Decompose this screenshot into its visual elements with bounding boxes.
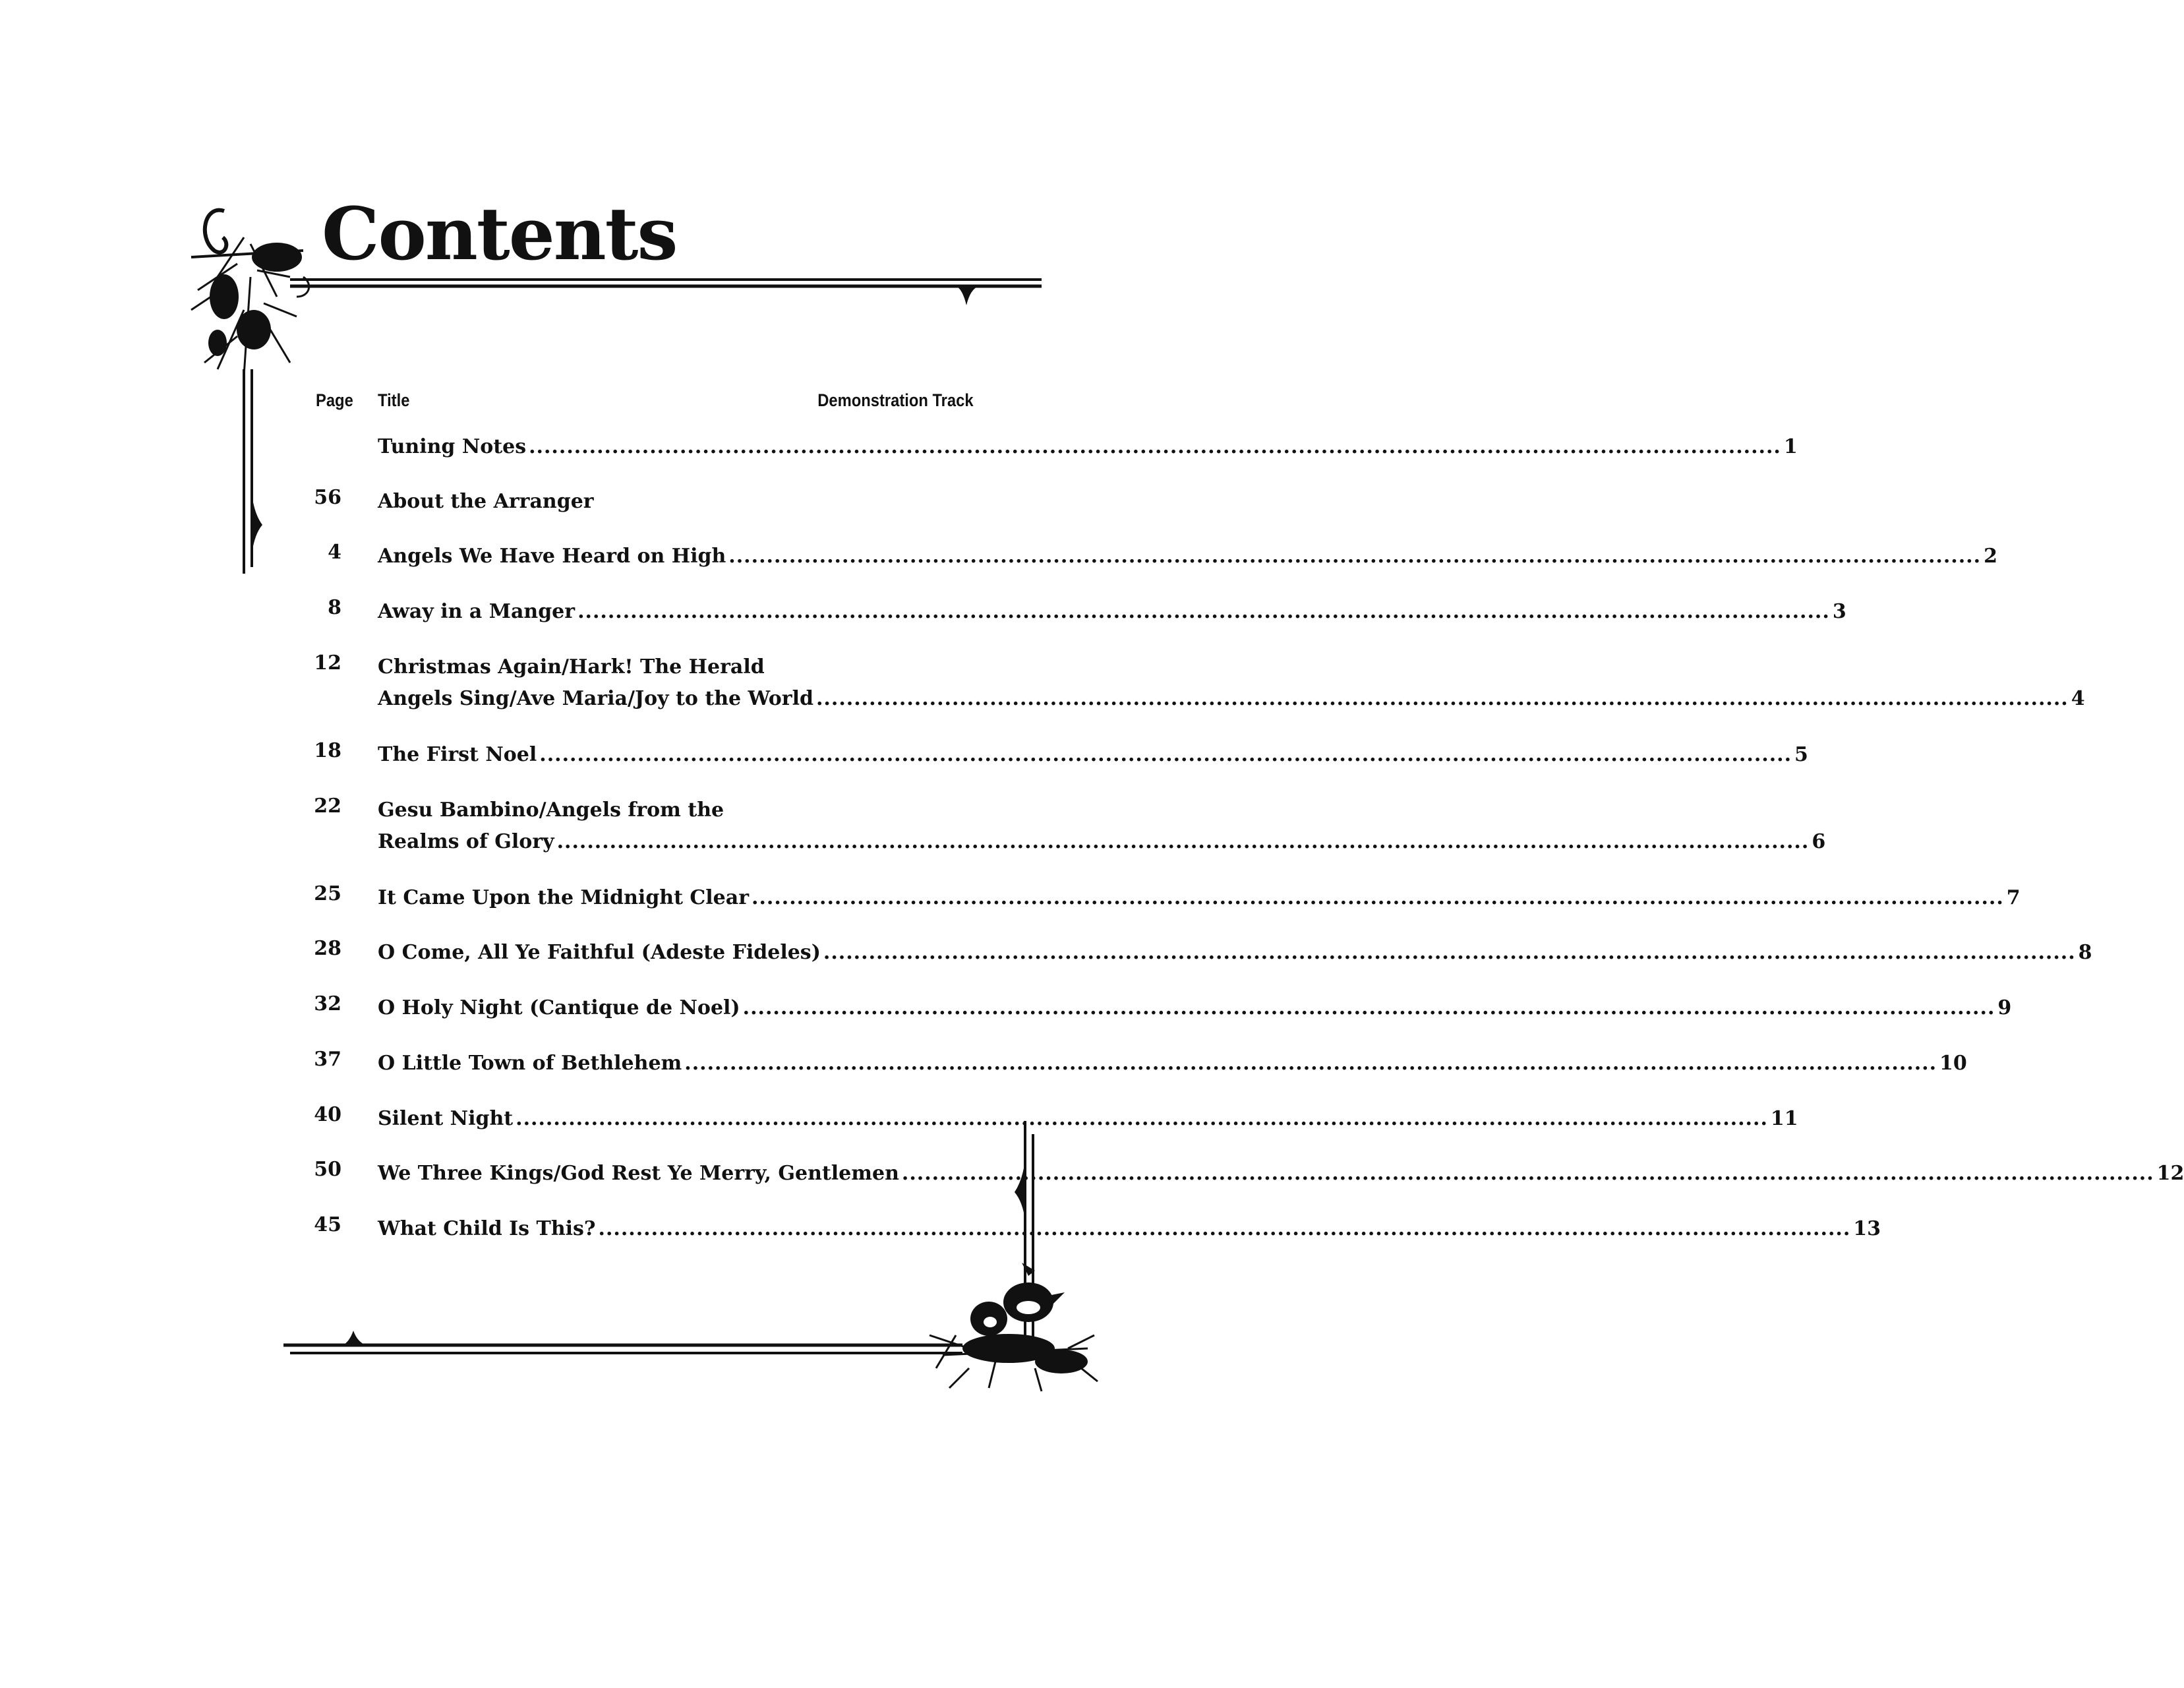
toc-page-number: 32 — [314, 992, 341, 1015]
toc-title: What Child Is This? — [378, 1217, 596, 1240]
toc-page-number: 22 — [314, 795, 341, 818]
toc-leader: ...................................................................................................................................................................... — [901, 1162, 2154, 1185]
toc-page-number: 37 — [314, 1048, 341, 1071]
toc-page-number: 28 — [314, 937, 341, 960]
toc-leader: ...................................................................................................................................................................... — [556, 830, 1810, 853]
top-rule — [290, 276, 1042, 309]
toc-title-line1: Gesu Bambino/Angels from the — [378, 799, 724, 822]
toc-leader: ...................................................................................................................................................................... — [752, 886, 2004, 909]
toc-page-number: 8 — [328, 596, 341, 619]
toc-page-number: 4 — [328, 541, 341, 564]
toc-title: Tuning Notes — [378, 435, 527, 458]
column-header-track: Demonstration Track — [817, 390, 974, 410]
left-rule — [237, 369, 264, 574]
toc-track-number: 3 — [1832, 600, 1846, 623]
bird-ornament-icon — [930, 1256, 1101, 1395]
toc-track-number: 5 — [1794, 743, 1808, 766]
toc-track-number: 10 — [1939, 1052, 1967, 1075]
toc-track-number: 1 — [1783, 435, 1798, 458]
toc-leader: ...................................................................................................................................................................... — [742, 996, 1995, 1019]
toc-leader: ...................................................................................................................................................................... — [539, 743, 1792, 766]
column-header-title: Title — [378, 390, 410, 410]
toc-page-number: 56 — [314, 486, 341, 509]
toc-title: O Come, All Ye Faithful (Adeste Fideles) — [378, 941, 821, 964]
toc-leader: ...................................................................................................................................................................... — [815, 687, 2069, 710]
toc-title: Realms of Glory — [378, 830, 554, 853]
toc-title: Away in a Manger — [378, 600, 576, 623]
toc-title: We Three Kings/God Rest Ye Merry, Gentlemen — [378, 1162, 899, 1185]
toc-track-number: 6 — [1812, 830, 1826, 853]
toc-page-number: 18 — [314, 739, 341, 762]
toc-track-number: 13 — [1853, 1217, 1881, 1240]
toc-title: Silent Night — [378, 1107, 514, 1130]
toc-title: O Holy Night (Cantique de Noel) — [378, 996, 740, 1019]
toc-track-number: 7 — [2006, 886, 2021, 909]
toc-track-number: 12 — [2156, 1162, 2184, 1185]
toc-track-number: 2 — [1984, 545, 1997, 568]
toc-track-number: 11 — [1770, 1107, 1798, 1130]
bottom-rule — [283, 1325, 962, 1365]
toc-track-number: 4 — [2071, 687, 2085, 710]
toc-leader: ...................................................................................................................................................................... — [529, 435, 1781, 458]
toc-page-number: 45 — [314, 1213, 341, 1236]
toc-page-number: 25 — [314, 882, 341, 905]
toc-title-line1: Christmas Again/Hark! The Herald — [378, 655, 765, 678]
toc-leader: ...................................................................................................................................................................... — [728, 545, 1982, 568]
toc-title: Angels Sing/Ave Maria/Joy to the World — [378, 687, 813, 710]
toc-leader: ...................................................................................................................................................................... — [598, 1217, 1851, 1240]
toc-leader: ...................................................................................................................................................................... — [823, 941, 2076, 964]
toc-title: The First Noel — [378, 743, 537, 766]
toc-page-number: 12 — [314, 651, 341, 675]
toc-leader: ...................................................................................................................................................................... — [577, 600, 1830, 623]
toc-title: Angels We Have Heard on High — [378, 545, 726, 568]
column-header-page: Page — [316, 390, 353, 410]
toc-page-number: 40 — [314, 1103, 341, 1126]
page-title: Contents — [322, 191, 677, 276]
toc-leader: ...................................................................................................................................................................... — [684, 1052, 1937, 1075]
toc-title: About the Arranger — [378, 490, 594, 513]
toc-title: O Little Town of Bethlehem — [378, 1052, 682, 1075]
toc-track-number: 8 — [2078, 941, 2092, 964]
toc-track-number: 9 — [1997, 996, 2012, 1019]
toc-title: It Came Upon the Midnight Clear — [378, 886, 750, 909]
toc-page-number: 50 — [314, 1158, 341, 1181]
toc-leader: ...................................................................................................................................................................... — [516, 1107, 1768, 1130]
